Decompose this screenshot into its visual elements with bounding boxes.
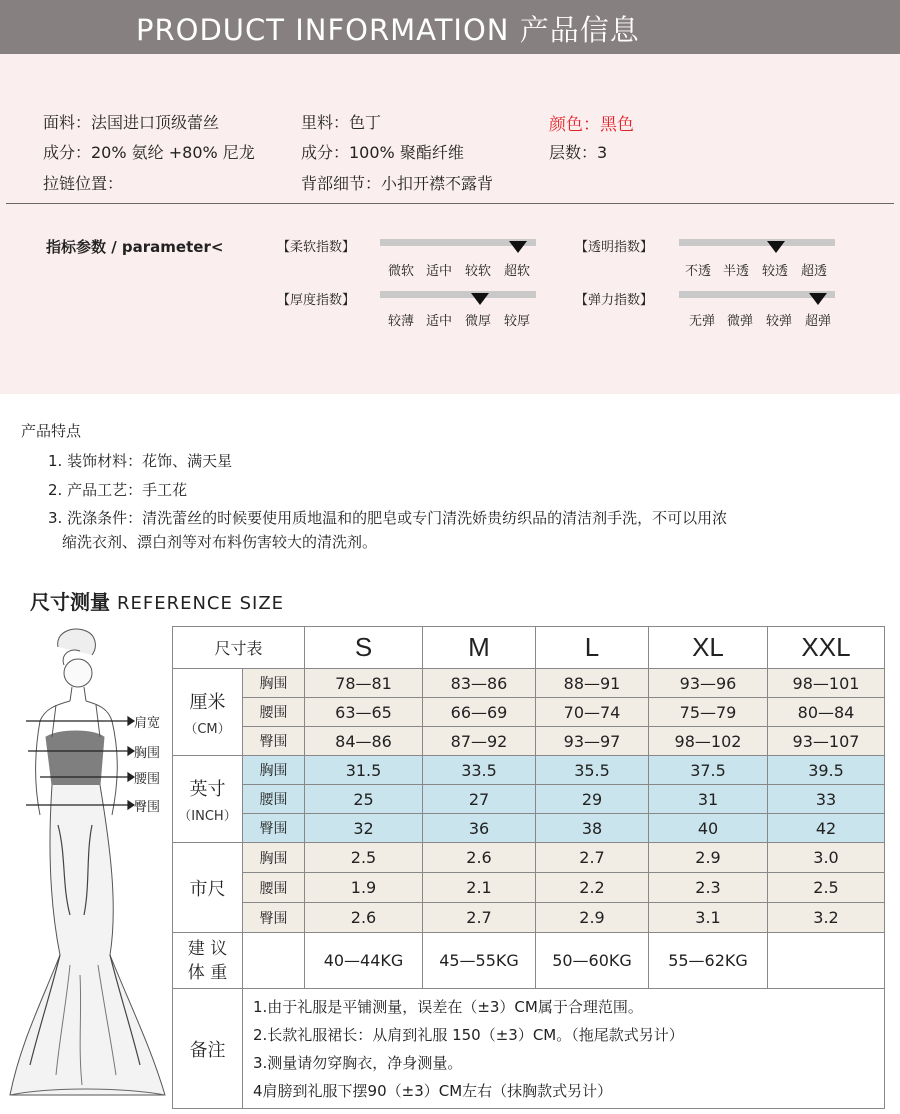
thickness-label: 【厚度指数】 <box>277 293 356 308</box>
measure-name: 腰围 <box>243 785 305 814</box>
size-heading-en: REFERENCE SIZE <box>116 593 285 614</box>
dress-sketch-icon <box>0 625 172 1105</box>
measure-name: 臀围 <box>243 727 305 756</box>
table-cell: 70—74 <box>536 698 649 727</box>
weight-label-line: 体 重 <box>187 962 228 983</box>
elasticity-marker-icon <box>809 293 827 305</box>
table-row <box>173 785 885 814</box>
group-cm <box>173 669 243 756</box>
group-label: 厘米 <box>189 691 226 713</box>
table-cell: 98—102 <box>649 727 768 756</box>
table-cell: 35.5 <box>536 756 649 785</box>
measure-name: 臀围 <box>243 814 305 843</box>
scale-tick: 适中 <box>426 264 453 279</box>
product-info-panel <box>0 54 900 394</box>
table-cell: 2.2 <box>536 873 649 903</box>
group-label: 英寸 <box>189 778 226 800</box>
table-cell: 84—86 <box>305 727 423 756</box>
scale-tick: 较弹 <box>766 314 793 329</box>
table-cell: 2.5 <box>305 843 423 873</box>
table-cell: 3.2 <box>768 903 885 933</box>
table-cell: 87—92 <box>423 727 536 756</box>
scale-tick: 微软 <box>388 264 415 279</box>
table-cell: 2.3 <box>649 873 768 903</box>
table-row <box>173 669 885 698</box>
scale-tick: 超透 <box>801 264 828 279</box>
feature-item: 2. 产品工艺：手工花 <box>48 481 188 499</box>
table-cell: 93—107 <box>768 727 885 756</box>
notes-cell <box>243 989 885 1109</box>
table-header-row <box>173 627 885 669</box>
size-col-header: L <box>536 627 649 669</box>
table-cell: 31 <box>649 785 768 814</box>
transparency-bar <box>679 239 835 246</box>
chest-label: 胸围 <box>134 746 161 761</box>
scale-tick: 较透 <box>762 264 789 279</box>
table-cell: 75—79 <box>649 698 768 727</box>
table-cell: 3.1 <box>649 903 768 933</box>
softness-label: 【柔软指数】 <box>277 240 356 255</box>
note-line: 1.由于礼服是平铺测量，误差在（±3）CM属于合理范围。 <box>253 997 643 1016</box>
measure-name: 腰围 <box>243 698 305 727</box>
table-cell: 2.9 <box>649 843 768 873</box>
elasticity-label: 【弹力指数】 <box>575 293 654 308</box>
measure-name: 腰围 <box>243 873 305 903</box>
table-cell: 42 <box>768 814 885 843</box>
table-cell: 33.5 <box>423 756 536 785</box>
size-col-header: XL <box>649 627 768 669</box>
transparency-label: 【透明指数】 <box>575 240 654 255</box>
scale-tick: 适中 <box>426 314 453 329</box>
features-title: 产品特点 <box>21 422 82 440</box>
table-cell: 2.7 <box>536 843 649 873</box>
table-cell: 78—81 <box>305 669 423 698</box>
measure-name: 臀围 <box>243 903 305 933</box>
transparency-marker-icon <box>767 241 785 253</box>
size-table <box>172 626 885 1109</box>
back-detail: 背部细节：小扣开襟不露背 <box>301 174 494 193</box>
table-cell: 37.5 <box>649 756 768 785</box>
scale-tick: 较厚 <box>504 314 531 329</box>
face-composition: 成分：20% 氨纶 +80% 尼龙 <box>43 143 255 162</box>
table-cell <box>768 933 885 989</box>
zipper-position: 拉链位置： <box>43 174 124 193</box>
scale-tick: 超软 <box>504 264 531 279</box>
header-banner <box>0 0 900 54</box>
feature-item-continued: 缩洗衣剂、漂白剂等对布料伤害较大的清洗剂。 <box>62 533 378 551</box>
table-cell: 93—97 <box>536 727 649 756</box>
parameter-title: 指标参数 / parameter< <box>46 238 224 256</box>
size-col-header: XXL <box>768 627 885 669</box>
table-row <box>173 698 885 727</box>
table-corner: 尺寸表 <box>173 627 305 669</box>
table-row <box>173 756 885 785</box>
table-cell: 2.9 <box>536 903 649 933</box>
table-cell: 27 <box>423 785 536 814</box>
table-cell: 55—62KG <box>649 933 768 989</box>
table-cell: 2.7 <box>423 903 536 933</box>
size-col-header: M <box>423 627 536 669</box>
table-cell: 33 <box>768 785 885 814</box>
table-cell: 2.6 <box>305 903 423 933</box>
weight-row <box>173 933 885 989</box>
header-title: PRODUCT INFORMATION 产品信息 <box>136 13 640 47</box>
scale-tick: 无弹 <box>689 314 716 329</box>
color-value: 颜色：黑色 <box>549 115 634 135</box>
table-row <box>173 814 885 843</box>
layers-value: 层数：3 <box>549 143 608 162</box>
note-line: 2.长款礼服裙长：从肩到礼服 150（±3）CM。（拖尾款式另计） <box>253 1025 684 1044</box>
table-cell: 98—101 <box>768 669 885 698</box>
table-cell: 39.5 <box>768 756 885 785</box>
table-cell: 40—44KG <box>305 933 423 989</box>
size-heading-cn: 尺寸测量 <box>30 590 110 614</box>
table-cell: 32 <box>305 814 423 843</box>
face-fabric: 面料：法国进口顶级蕾丝 <box>43 113 220 132</box>
thickness-bar <box>380 291 536 298</box>
group-unit: （CM） <box>184 721 231 737</box>
shoulder-label: 肩宽 <box>134 716 161 731</box>
table-cell: 2.5 <box>768 873 885 903</box>
table-cell: 40 <box>649 814 768 843</box>
table-cell: 25 <box>305 785 423 814</box>
measure-name: 胸围 <box>243 669 305 698</box>
size-heading <box>30 586 284 615</box>
table-cell: 1.9 <box>305 873 423 903</box>
weight-label <box>173 933 243 989</box>
divider <box>6 203 894 204</box>
scale-tick: 微厚 <box>465 314 492 329</box>
table-cell: 36 <box>423 814 536 843</box>
group-inch <box>173 756 243 843</box>
group-unit: （INCH） <box>178 808 237 824</box>
feature-item: 3. 洗涤条件：清洗蕾丝的时候要使用质地温和的肥皂或专门清洗娇贵纺织品的清洁剂手洗，不可以用浓 <box>48 509 728 527</box>
table-cell: 45—55KG <box>423 933 536 989</box>
table-cell: 66—69 <box>423 698 536 727</box>
table-cell: 29 <box>536 785 649 814</box>
notes-label: 备注 <box>173 989 243 1109</box>
table-cell: 83—86 <box>423 669 536 698</box>
weight-label-line: 建 议 <box>187 938 228 959</box>
table-cell: 88—91 <box>536 669 649 698</box>
lining-composition: 成分：100% 聚酯纤维 <box>301 143 464 162</box>
table-cell: 2.1 <box>423 873 536 903</box>
measure-name: 胸围 <box>243 756 305 785</box>
table-cell: 80—84 <box>768 698 885 727</box>
weight-empty-cell <box>243 933 305 989</box>
table-row <box>173 843 885 873</box>
table-row <box>173 903 885 933</box>
table-row <box>173 727 885 756</box>
waist-label: 腰围 <box>134 772 161 787</box>
note-line: 4肩膀到礼服下摆90（±3）CM左右（抹胸款式另计） <box>253 1081 613 1100</box>
thickness-marker-icon <box>471 293 489 305</box>
table-cell: 3.0 <box>768 843 885 873</box>
dress-illustration <box>0 625 172 1105</box>
group-chi: 市尺 <box>173 843 243 933</box>
notes-row <box>173 989 885 1109</box>
table-cell: 38 <box>536 814 649 843</box>
scale-tick: 半透 <box>723 264 750 279</box>
scale-tick: 较薄 <box>388 314 415 329</box>
measure-name: 胸围 <box>243 843 305 873</box>
scale-tick: 不透 <box>685 264 712 279</box>
scale-tick: 超弹 <box>805 314 832 329</box>
table-cell: 93—96 <box>649 669 768 698</box>
scale-tick: 微弹 <box>727 314 754 329</box>
table-cell: 2.6 <box>423 843 536 873</box>
hip-label: 臀围 <box>134 800 161 815</box>
lining-fabric: 里料：色丁 <box>301 113 382 132</box>
softness-marker-icon <box>509 241 527 253</box>
table-row <box>173 873 885 903</box>
note-line: 3.测量请勿穿胸衣，净身测量。 <box>253 1053 463 1072</box>
scale-tick: 较软 <box>465 264 492 279</box>
table-cell: 50—60KG <box>536 933 649 989</box>
table-cell: 31.5 <box>305 756 423 785</box>
feature-item: 1. 装饰材料：花饰、满天星 <box>48 452 233 470</box>
size-col-header: S <box>305 627 423 669</box>
table-cell: 63—65 <box>305 698 423 727</box>
